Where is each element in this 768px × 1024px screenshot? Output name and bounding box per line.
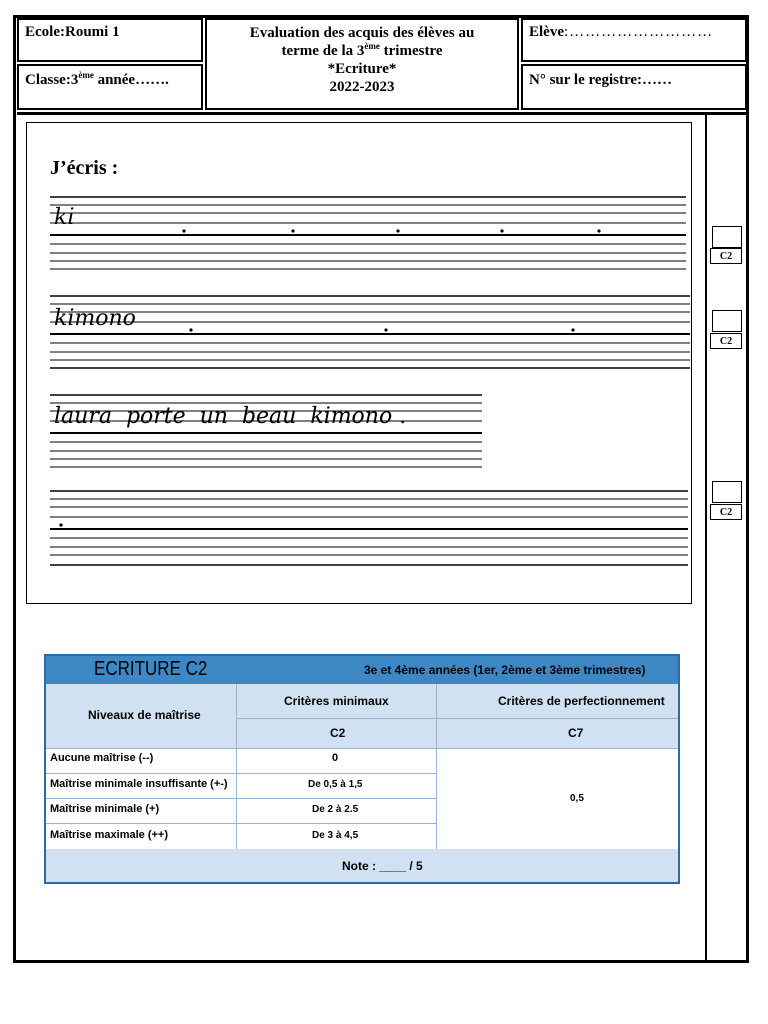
level-row-3: Maîtrise minimale (+) — [50, 803, 160, 815]
min-value-row-2: De 0,5 à 1,5 — [308, 779, 363, 790]
writing-lines-2-svg — [50, 294, 690, 370]
class-field[interactable] — [17, 64, 203, 110]
grid-line-row-0 — [46, 748, 678, 749]
min-value-row-4: De 3 à 4,5 — [312, 830, 359, 841]
model-sentence: laura porte un beau kimono . — [54, 404, 407, 429]
min-criteria-header: Critères minimaux — [284, 694, 389, 708]
writing-lines-4-svg — [50, 489, 688, 569]
grid-line-v2 — [436, 684, 437, 849]
model-word-kimono: kimono — [54, 306, 136, 331]
class-prefix: Classe:3 — [25, 72, 79, 88]
score-box-3[interactable] — [712, 481, 742, 503]
margin-column-divider — [705, 115, 707, 963]
grid-line-row-1 — [46, 773, 436, 774]
level-row-1: Aucune maîtrise (--) — [50, 752, 154, 764]
model-word-ki: ki — [54, 205, 75, 230]
min-value-row-3: De 2 à 2.5 — [312, 804, 359, 815]
class-suffix: année……. — [93, 72, 169, 88]
criterion-label-1: C2 — [710, 248, 742, 264]
grid-line-v1 — [236, 684, 237, 849]
writing-lines-2[interactable] — [50, 294, 690, 370]
grid-line-h-code — [236, 718, 678, 719]
title-line-2: terme de la 3ème trimestre — [281, 41, 443, 59]
perf-criteria-code: C7 — [568, 726, 584, 740]
score-box-1[interactable] — [712, 226, 742, 248]
writing-lines-4[interactable] — [50, 489, 688, 569]
perf-value: 0,5 — [570, 793, 584, 804]
level-row-4: Maîtrise maximale (++) — [50, 829, 169, 841]
writing-heading: J’écris : — [50, 157, 119, 179]
writing-lines-1-svg — [50, 195, 686, 271]
min-criteria-code: C2 — [330, 726, 346, 740]
evaluation-header-bar — [46, 656, 678, 684]
note-field[interactable]: Note : ____ / 5 — [342, 859, 423, 873]
student-name-field[interactable] — [521, 18, 747, 62]
evaluation-grid — [44, 654, 680, 884]
title-line-3: *Ecriture* — [327, 61, 397, 77]
title-line-4: 2022-2023 — [329, 79, 395, 95]
score-box-2[interactable] — [712, 310, 742, 332]
evaluation-title: ECRITURE C2 — [94, 658, 208, 680]
writing-lines-1[interactable] — [50, 195, 686, 271]
grid-line-row-3 — [46, 823, 436, 824]
student-dots: :……………………… — [564, 24, 714, 40]
class-sup: ème — [78, 70, 94, 80]
register-number-field[interactable]: N° sur le registre:…… — [521, 64, 747, 110]
min-value-row-1: 0 — [332, 752, 339, 764]
criterion-label-2: C2 — [710, 333, 742, 349]
levels-column-header: Niveaux de maîtrise — [88, 708, 201, 722]
criterion-label-3: C2 — [710, 504, 742, 520]
evaluation-subtitle: 3e et 4ème années (1er, 2ème et 3ème trimestres) — [364, 663, 646, 677]
exam-title — [205, 18, 519, 110]
perf-criteria-header: Critères de perfectionnement — [498, 694, 665, 708]
grid-line-row-2 — [46, 798, 436, 799]
level-row-2: Maîtrise minimale insuffisante (+-) — [50, 778, 228, 790]
title-line-1: Evaluation des acquis des élèves au — [249, 25, 475, 41]
header-divider — [17, 112, 747, 115]
school-name: Ecole:Roumi 1 — [17, 18, 203, 62]
student-label: Elève — [529, 24, 564, 40]
